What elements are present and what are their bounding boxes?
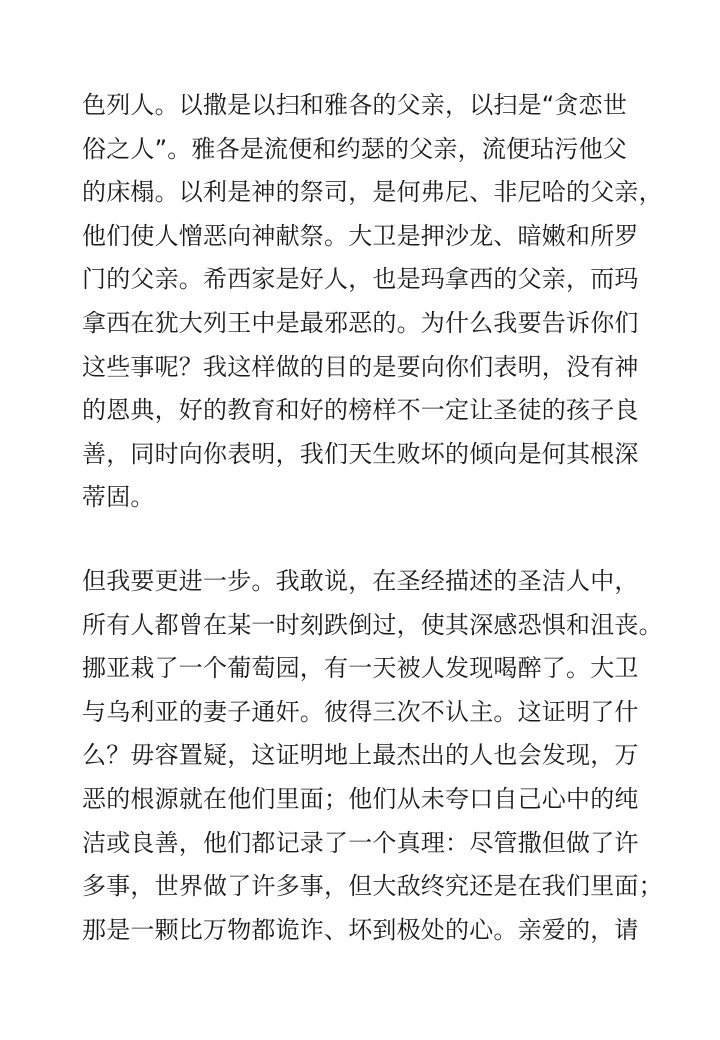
text-line: 多事，世界做了许多事，但大敌终究还是在我们里面； xyxy=(82,872,663,901)
text-line: 他们使人憎恶向神献祭。大卫是押沙龙、暗嫩和所罗 xyxy=(82,221,639,250)
text-line: 挪亚栽了一个葡萄园，有一天被人发现喝醉了。大卫 xyxy=(82,654,639,683)
paragraph-2 xyxy=(82,560,702,952)
text-line: 洁或良善，他们都记录了一个真理：尽管撒但做了许 xyxy=(82,828,639,857)
text-line: 这些事呢？我这样做的目的是要向你们表明，没有神 xyxy=(82,352,639,381)
text-line: 的恩典，好的教育和好的榜样不一定让圣徒的孩子良 xyxy=(82,396,639,425)
paragraph-1 xyxy=(82,84,702,520)
text-line: 么？毋容置疑，这证明地上最杰出的人也会发现，万 xyxy=(82,741,639,770)
text-line: 恶的根源就在他们里面；他们从未夸口自己心中的纯 xyxy=(82,784,639,813)
text-line: 所有人都曾在某一时刻跌倒过，使其深感恐惧和沮丧。 xyxy=(82,610,663,639)
text-line: 俗之人”。雅各是流便和约瑟的父亲，流便玷污他父 xyxy=(82,134,628,163)
text-line: 与乌利亚的妻子通奸。彼得三次不认主。这证明了什 xyxy=(82,697,639,726)
text-line: 色列人。以撒是以扫和雅各的父亲，以扫是“贪恋世 xyxy=(82,91,628,119)
text-line: 的床榻。以利是神的祭司，是何弗尼、非尼哈的父亲， xyxy=(82,178,663,207)
text-line: 蒂固。 xyxy=(82,483,155,512)
text-line: 善，同时向你表明，我们天生败坏的倾向是何其根深 xyxy=(82,439,639,468)
text-line: 门的父亲。希西家是好人，也是玛拿西的父亲，而玛 xyxy=(82,265,639,294)
text-line: 但我要更进一步。我敢说，在圣经描述的圣洁人中， xyxy=(82,567,639,595)
text-line: 那是一颗比万物都诡诈、坏到极处的心。亲爱的，请 xyxy=(82,915,639,944)
text-line: 拿西在犹大列王中是最邪恶的。为什么我要告诉你们 xyxy=(82,308,639,337)
